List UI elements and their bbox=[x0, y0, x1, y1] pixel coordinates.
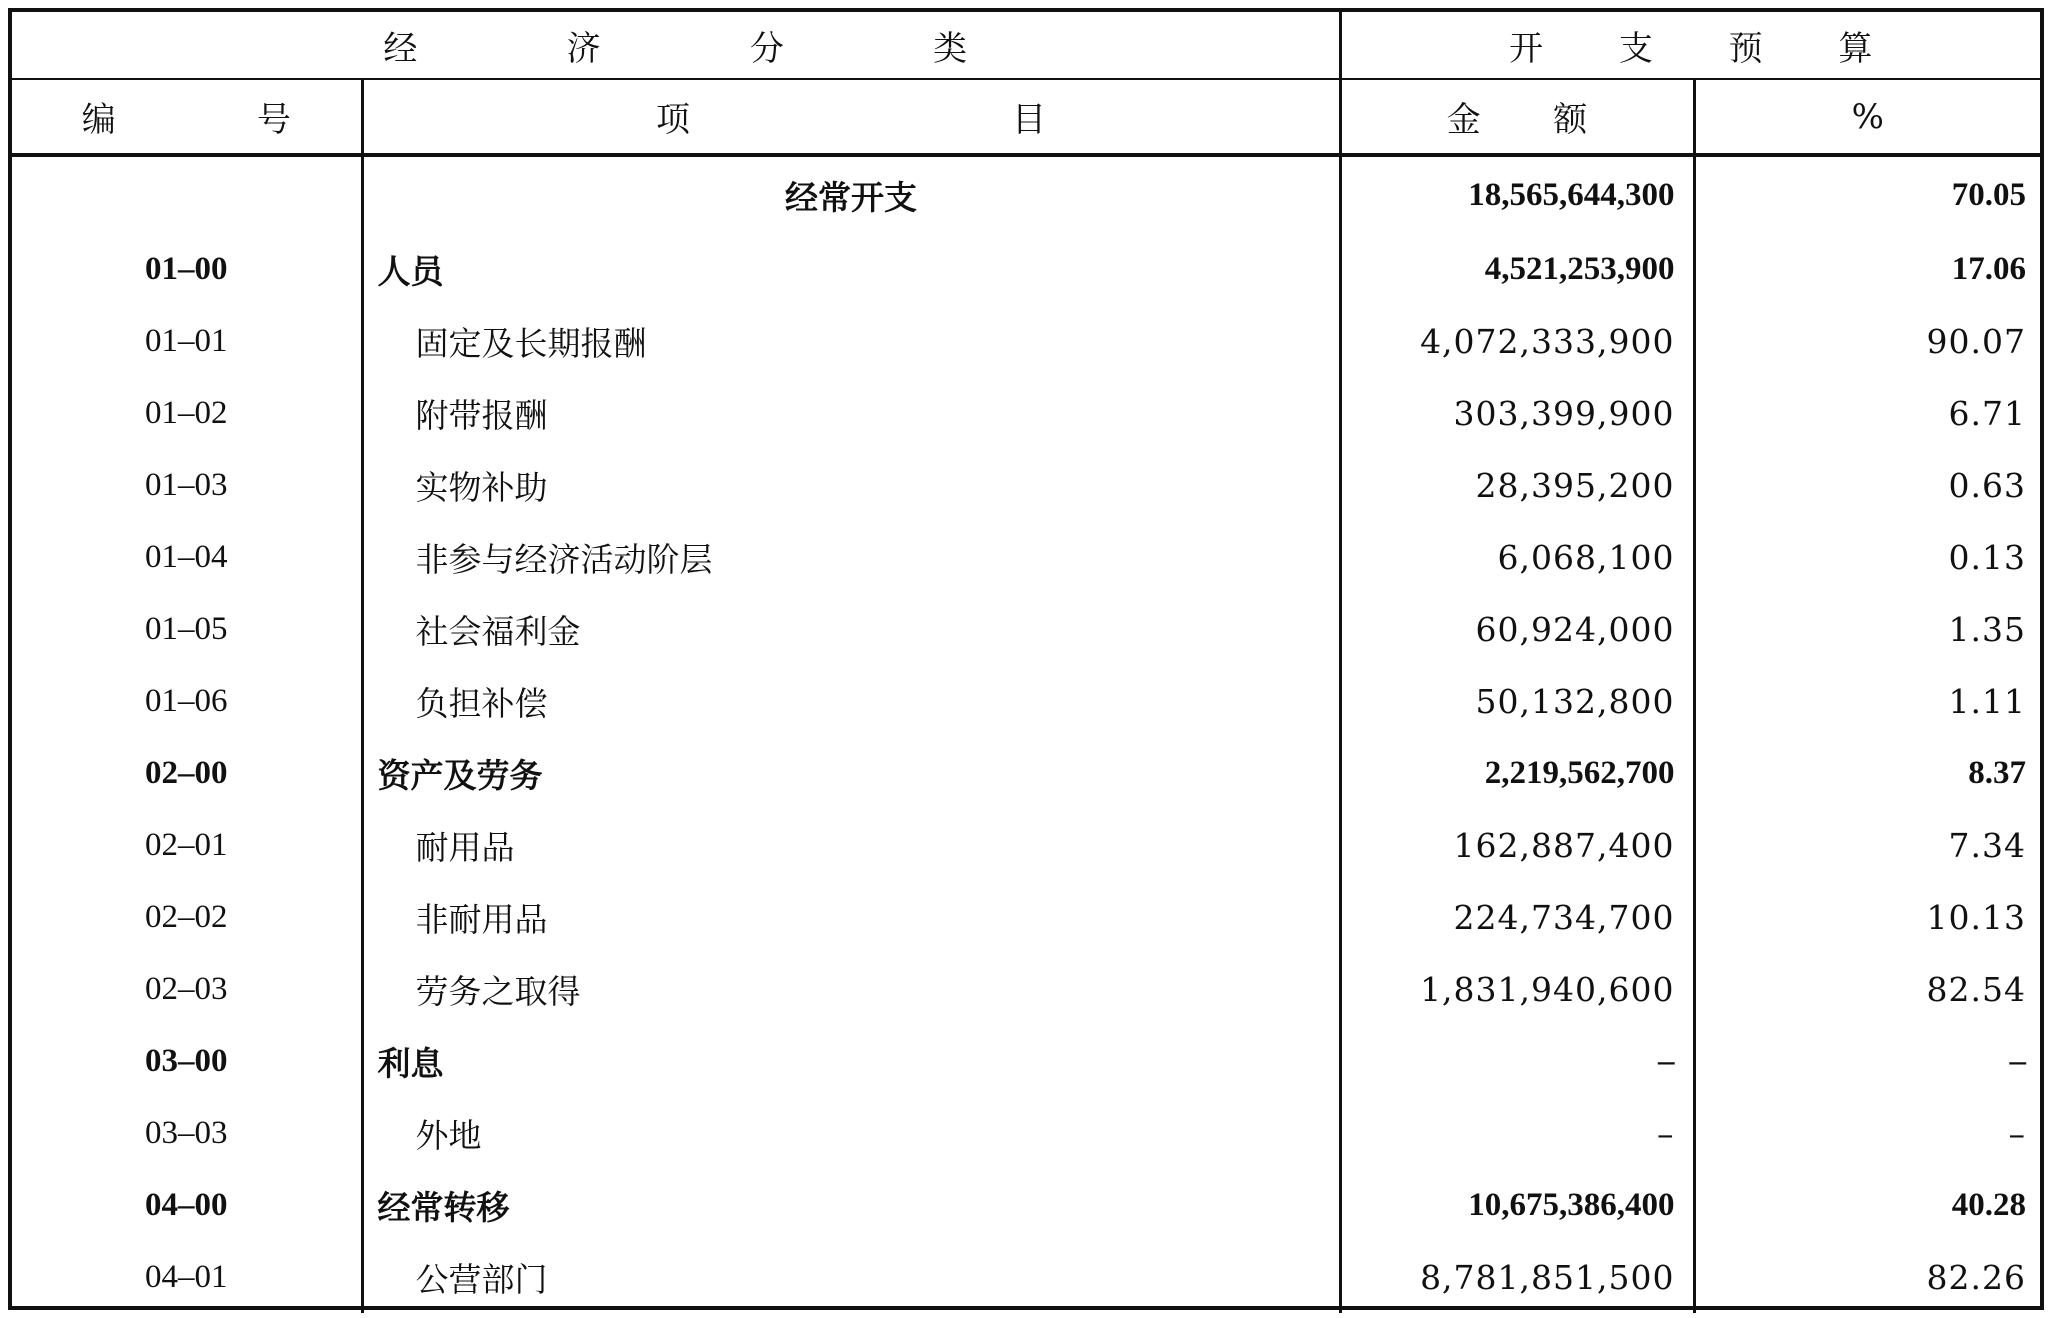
cell-item: 非参与经济活动阶层 bbox=[362, 521, 1340, 593]
cell-percent: 82.26 bbox=[1926, 1257, 2026, 1297]
cell-code: 01–02 bbox=[12, 377, 362, 449]
header-char: 济 bbox=[566, 28, 601, 69]
cell-amount: 10,675,386,400 bbox=[1340, 1169, 1694, 1241]
header-char: 金 bbox=[1446, 100, 1481, 140]
cell-percent: 1.35 bbox=[1948, 609, 2026, 649]
header-char: 经 bbox=[383, 28, 418, 69]
header-code bbox=[12, 79, 362, 155]
cell-amount: 6,068,100 bbox=[1340, 521, 1694, 593]
cell-item: 耐用品 bbox=[362, 809, 1340, 881]
cell-item: 负担补偿 bbox=[362, 665, 1340, 737]
table-row bbox=[12, 809, 2040, 881]
cell-code: 01–00 bbox=[12, 233, 362, 305]
cell-code: 01–03 bbox=[12, 449, 362, 521]
cell-amount: – bbox=[1340, 1025, 1694, 1097]
table-row bbox=[12, 377, 2040, 449]
cell-item: 利息 bbox=[362, 1025, 1340, 1097]
table-row bbox=[12, 1169, 2040, 1241]
cell-item: 资产及劳务 bbox=[362, 737, 1340, 809]
header-char: 号 bbox=[256, 100, 291, 140]
cell-item: 非耐用品 bbox=[362, 881, 1340, 953]
cell-amount: 4,072,333,900 bbox=[1340, 305, 1694, 377]
cell-code: 01–01 bbox=[12, 305, 362, 377]
cell-percent: 7.34 bbox=[1948, 825, 2026, 865]
cell-code: 03–03 bbox=[12, 1097, 362, 1169]
table-row bbox=[12, 665, 2040, 737]
cell-item: 经常开支 bbox=[362, 155, 1340, 233]
cell-item: 经常转移 bbox=[362, 1169, 1340, 1241]
header-row-columns bbox=[12, 79, 2040, 155]
table-row bbox=[12, 1097, 2040, 1169]
cell-item: 公营部门 bbox=[362, 1241, 1340, 1313]
cell-percent: 10.13 bbox=[1926, 897, 2026, 937]
cell-code: 01–06 bbox=[12, 665, 362, 737]
cell-percent: 0.63 bbox=[1948, 465, 2026, 505]
table-row bbox=[12, 305, 2040, 377]
cell-percent: 6.71 bbox=[1948, 393, 2026, 433]
cell-amount: 8,781,851,500 bbox=[1340, 1241, 1694, 1313]
cell-amount: 303,399,900 bbox=[1340, 377, 1694, 449]
cell-code: 03–00 bbox=[12, 1025, 362, 1097]
cell-code: 02–01 bbox=[12, 809, 362, 881]
cell-percent: 90.07 bbox=[1926, 321, 2026, 361]
cell-code: 02–02 bbox=[12, 881, 362, 953]
cell-code: 01–05 bbox=[12, 593, 362, 665]
cell-code: 04–01 bbox=[12, 1241, 362, 1313]
header-item bbox=[362, 79, 1340, 155]
cell-code bbox=[12, 155, 362, 233]
header-char: 分 bbox=[749, 28, 784, 69]
cell-item: 实物补助 bbox=[362, 449, 1340, 521]
table-row bbox=[12, 737, 2040, 809]
table-row bbox=[12, 233, 2040, 305]
cell-percent: 82.54 bbox=[1926, 969, 2026, 1009]
cell-percent: – bbox=[2009, 1042, 2026, 1079]
cell-amount: 4,521,253,900 bbox=[1340, 233, 1694, 305]
header-char: 预 bbox=[1728, 28, 1763, 69]
cell-code: 02–03 bbox=[12, 953, 362, 1025]
cell-amount: 50,132,800 bbox=[1340, 665, 1694, 737]
header-char: 编 bbox=[81, 100, 116, 140]
cell-amount: 28,395,200 bbox=[1340, 449, 1694, 521]
header-char: 额 bbox=[1553, 100, 1588, 140]
cell-amount: 18,565,644,300 bbox=[1340, 155, 1694, 233]
cell-code: 02–00 bbox=[12, 737, 362, 809]
cell-code: 01–04 bbox=[12, 521, 362, 593]
table-row bbox=[12, 155, 2040, 233]
cell-item: 人员 bbox=[362, 233, 1340, 305]
header-char: 支 bbox=[1618, 28, 1653, 69]
table-row bbox=[12, 593, 2040, 665]
table-row bbox=[12, 521, 2040, 593]
cell-item: 劳务之取得 bbox=[362, 953, 1340, 1025]
cell-percent: 1.11 bbox=[1948, 681, 2026, 721]
cell-amount: 60,924,000 bbox=[1340, 593, 1694, 665]
cell-percent: 70.05 bbox=[1951, 176, 2026, 213]
cell-percent: 8.37 bbox=[1968, 754, 2026, 791]
table-row bbox=[12, 1241, 2040, 1313]
header-amount bbox=[1340, 79, 1694, 155]
cell-code: 04–00 bbox=[12, 1169, 362, 1241]
cell-amount: 2,219,562,700 bbox=[1340, 737, 1694, 809]
header-row-groups bbox=[12, 12, 2040, 79]
budget-table-frame bbox=[8, 8, 2044, 1310]
header-percent: % bbox=[1694, 79, 2040, 155]
cell-amount: – bbox=[1340, 1097, 1694, 1169]
cell-item: 固定及长期报酬 bbox=[362, 305, 1340, 377]
header-char: 目 bbox=[1012, 100, 1046, 140]
header-expenditure-budget bbox=[1340, 12, 2040, 79]
header-char: 类 bbox=[933, 28, 968, 69]
header-char: 开 bbox=[1509, 28, 1544, 69]
cell-amount: 224,734,700 bbox=[1340, 881, 1694, 953]
cell-percent: 0.13 bbox=[1948, 537, 2026, 577]
header-char: 算 bbox=[1838, 28, 1873, 69]
cell-item: 附带报酬 bbox=[362, 377, 1340, 449]
budget-table bbox=[12, 12, 2040, 1313]
cell-item: 外地 bbox=[362, 1097, 1340, 1169]
table-row bbox=[12, 449, 2040, 521]
cell-amount: 1,831,940,600 bbox=[1340, 953, 1694, 1025]
cell-percent: – bbox=[2008, 1113, 2026, 1153]
table-row bbox=[12, 953, 2040, 1025]
cell-percent: 40.28 bbox=[1951, 1186, 2026, 1223]
cell-amount: 162,887,400 bbox=[1340, 809, 1694, 881]
table-row bbox=[12, 881, 2040, 953]
header-economic-classification bbox=[12, 12, 1340, 79]
cell-percent: 17.06 bbox=[1951, 250, 2026, 287]
cell-item: 社会福利金 bbox=[362, 593, 1340, 665]
header-char: 项 bbox=[656, 100, 690, 140]
table-row bbox=[12, 1025, 2040, 1097]
